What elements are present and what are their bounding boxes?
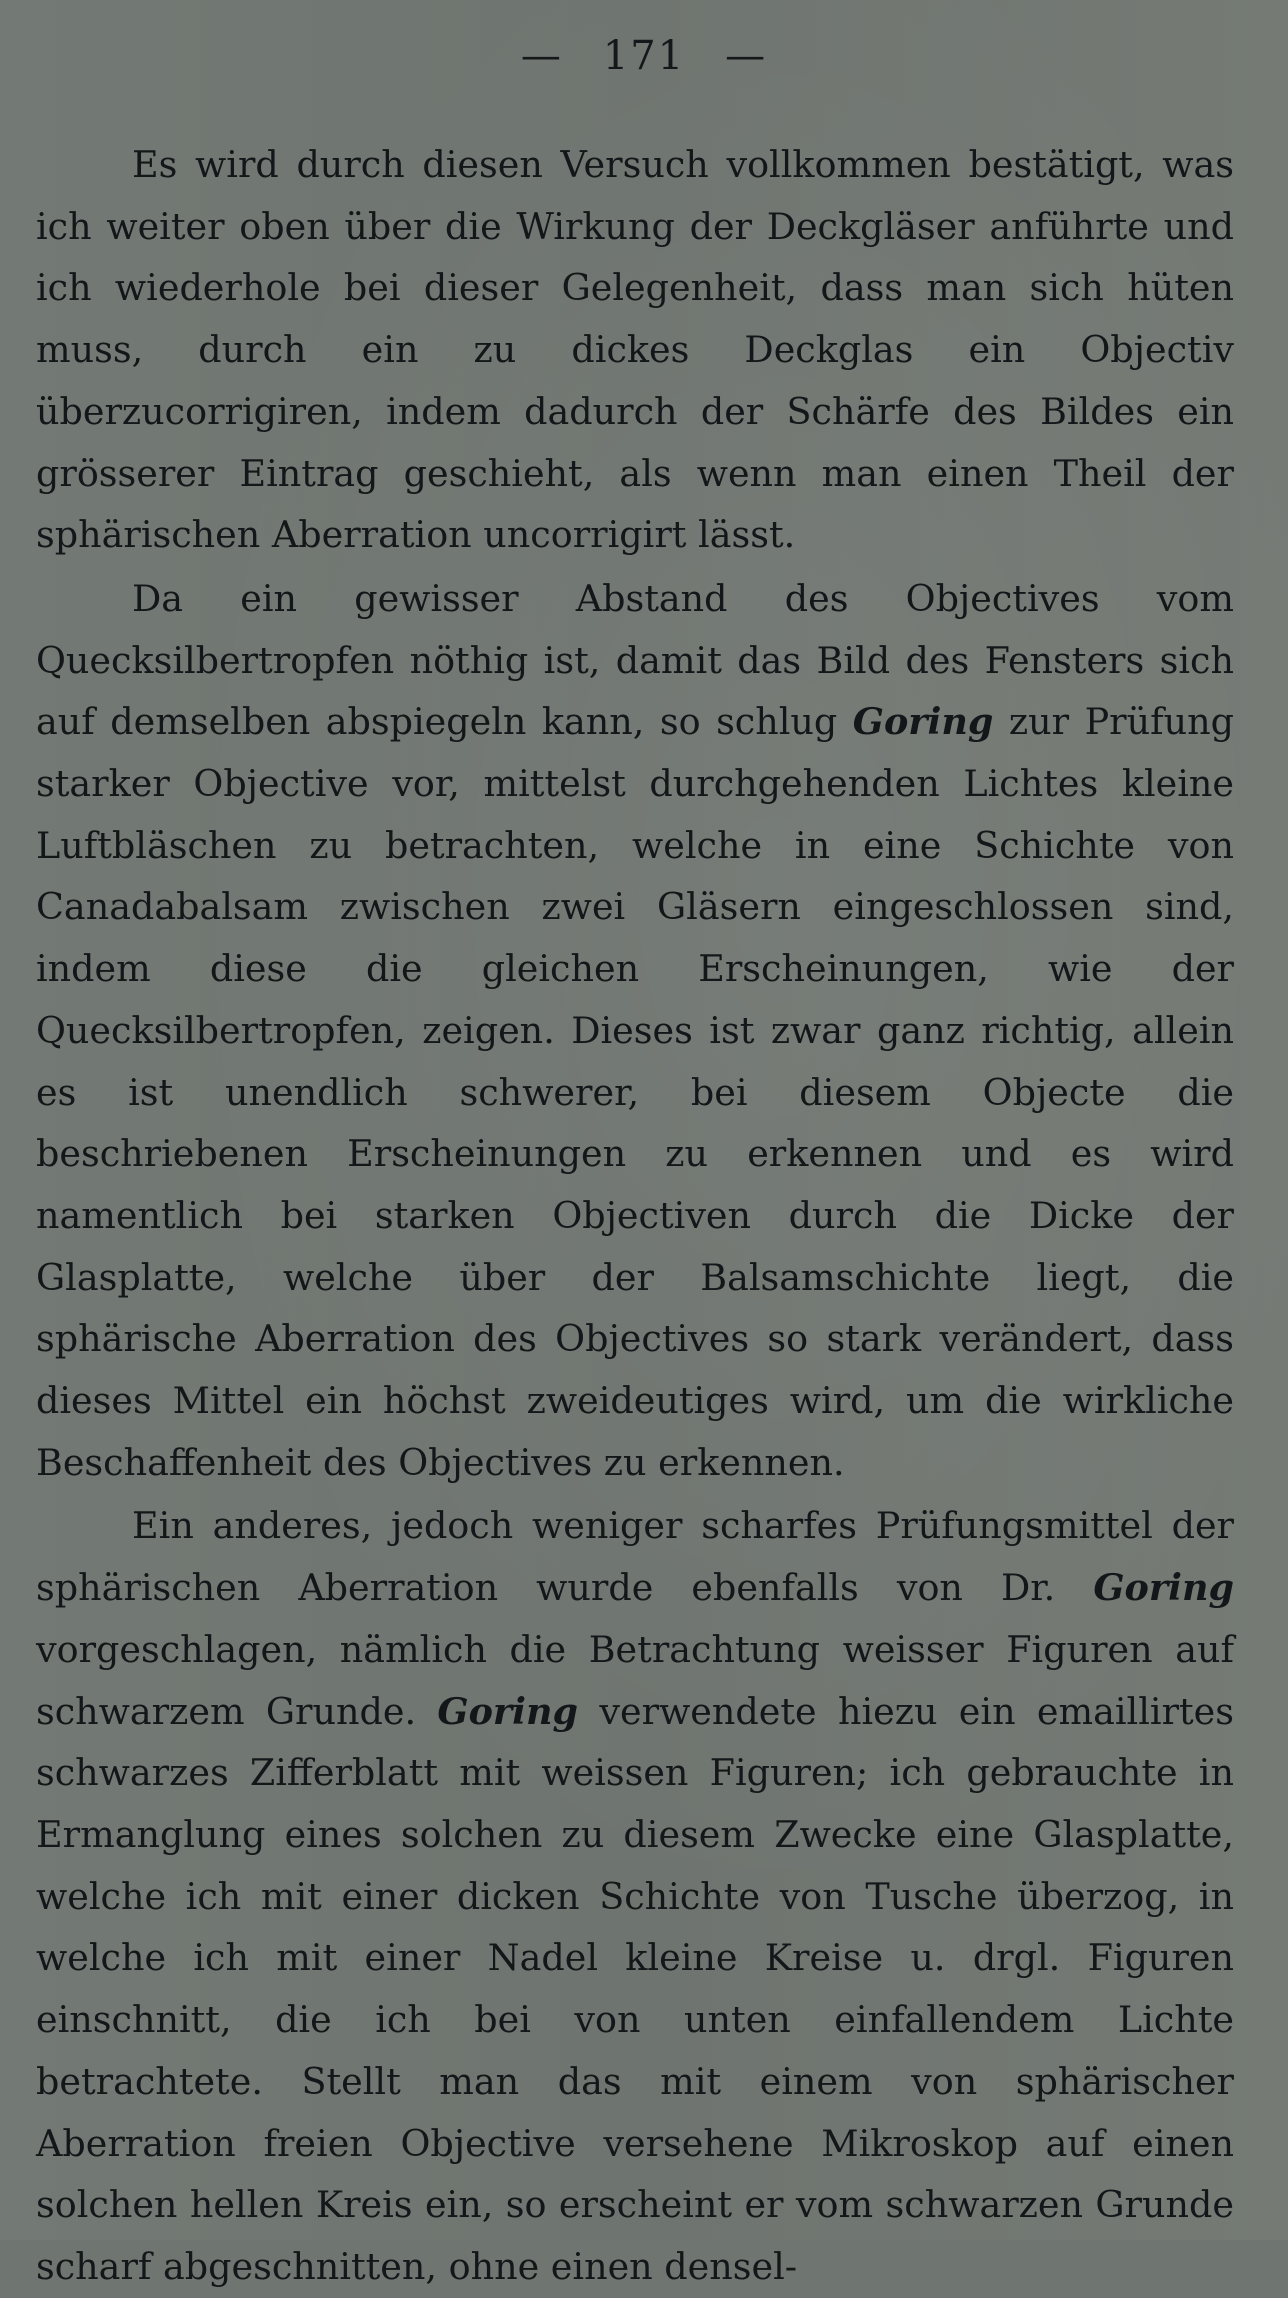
paragraph-3-text-a: Ein anderes, jedoch weniger scharfes Prüfungsmittel der sphärischen Aberration wurde ebenfalls von Dr. <box>36 1504 1234 1610</box>
paragraph-2 <box>36 568 1234 1494</box>
author-name-goring: Goring <box>1093 1566 1234 1610</box>
body-text <box>36 134 1234 2298</box>
author-name-goring: Goring <box>437 1689 579 1733</box>
page-header <box>0 33 1288 79</box>
paragraph-1 <box>36 134 1234 566</box>
header-dash-right: — <box>725 33 768 79</box>
paragraph-3 <box>36 1495 1234 2297</box>
paragraph-1-text: Es wird durch diesen Versuch vollkommen bestätigt, was ich weiter oben über die Wirkung der Deckgläser anführte und ich wiederhole bei dieser Gelegenheit, dass man sich hüten muss, durch ein zu dickes Deckglas ein Objectiv überzucorrigiren, indem dadurch der Schärfe des Bildes ein grösserer Eintrag geschieht, als wenn man einen Theil der sphärischen Aberration uncorrigirt lässt. <box>36 143 1234 557</box>
header-dash-left: — <box>520 33 563 79</box>
page-number: 171 <box>602 33 686 79</box>
author-name-goring: Goring <box>852 700 994 744</box>
paragraph-3-text-b: vorgeschlagen, nämlich die Betrachtung weisser Figuren auf schwarzem Grunde. <box>36 1627 1234 1733</box>
paragraph-3-text-c: verwendete hiezu ein emaillirtes schwarzes Zifferblatt mit weissen Figuren; ich gebrauchte in Ermanglung eines solchen zu diesem Zwecke eine Glasplatte, welche ich mit einer dicken Schichte von Tusche überzog, in welche ich mit einer Nadel kleine Kreise u. drgl. Figuren einschnitt, die ich bei von unten einfallendem Lichte betrachtete. Stellt man das mit einem von sphärischer Aberration freien Objective versehene Mikroskop auf einen solchen hellen Kreis ein, so erscheint er vom schwarzen Grunde scharf abgeschnitten, ohne einen densel- <box>36 1689 1235 2288</box>
paragraph-2-text-b: zur Prüfung starker Objective vor, mittelst durchgehenden Lichtes kleine Luftbläschen zu betrachten, welche in eine Schichte von Canadabalsam zwischen zwei Gläsern eingeschlossen sind, indem diese die gleichen Erscheinungen, wie der Quecksilbertropfen, zeigen. Dieses ist zwar ganz richtig, allein es ist unendlich schwerer, bei diesem Objecte die beschriebenen Erscheinungen zu erkennen und es wird namentlich bei starken Objectiven durch die Dicke der Glasplatte, welche über der Balsamschichte liegt, die sphärische Aberration des Objectives so stark verändert, dass dieses Mittel ein höchst zweideutiges wird, um die wirkliche Beschaffenheit des Objectives zu erkennen. <box>36 700 1234 1484</box>
paragraph-2-text-a: Da ein gewisser Abstand des Objectives vom Quecksilbertropfen nöthig ist, damit das Bild des Fensters sich auf demselben abspiegeln kann, so schlug <box>36 576 1234 744</box>
